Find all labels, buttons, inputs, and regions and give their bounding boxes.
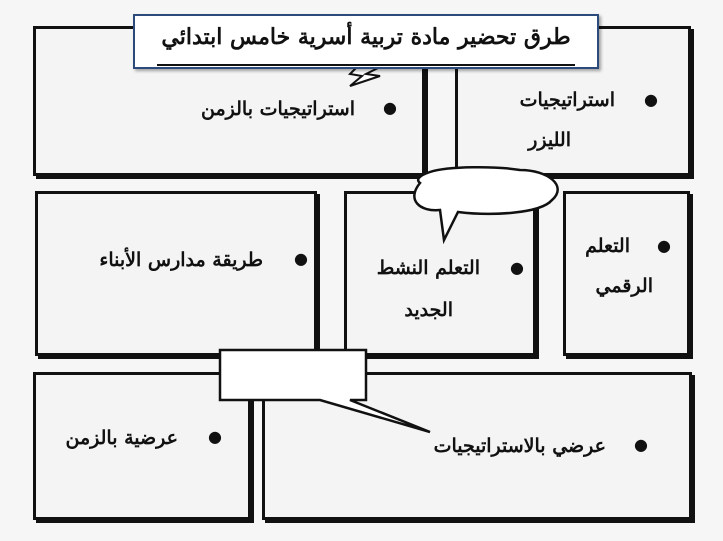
- bullet-dot: ●: [510, 258, 524, 277]
- panel-top-right-line2: الليزر: [528, 129, 571, 151]
- panel-top-left-text: استراتيجيات بالزمن: [201, 98, 355, 120]
- bullet-dot: ●: [208, 427, 222, 446]
- panel-middle-center-line1: التعلم النشط: [376, 257, 480, 279]
- page-title: طرق تحضير مادة تربية أسرية خامس ابتدائي: [161, 24, 571, 50]
- title-underline: [157, 64, 575, 66]
- panel-top-right-line1: استراتيجيات: [519, 89, 615, 111]
- panel-middle-center-line2: الجديد: [404, 299, 453, 321]
- panel-bottom-left-text: عرضية بالزمن: [65, 427, 178, 449]
- bullet-dot: ●: [383, 98, 397, 117]
- title-box: [133, 14, 599, 69]
- bullet-dot: ●: [657, 236, 671, 255]
- jagged-bubble-tail: [350, 68, 380, 86]
- panel-middle-left-text: طريقة مدارس الأبناء: [99, 249, 263, 271]
- panel-middle-right-line2: الرقمي: [595, 275, 653, 297]
- panel-middle-right-line1: التعلم: [585, 235, 630, 257]
- bullet-dot: ●: [634, 435, 648, 454]
- bullet-dot: ●: [644, 90, 658, 109]
- cloud-bubble: [414, 167, 557, 240]
- panel-bottom-right-text: عرضي بالاستراتيجيات: [433, 435, 606, 457]
- rect-bubble: [220, 350, 430, 432]
- bullet-dot: ●: [294, 249, 308, 268]
